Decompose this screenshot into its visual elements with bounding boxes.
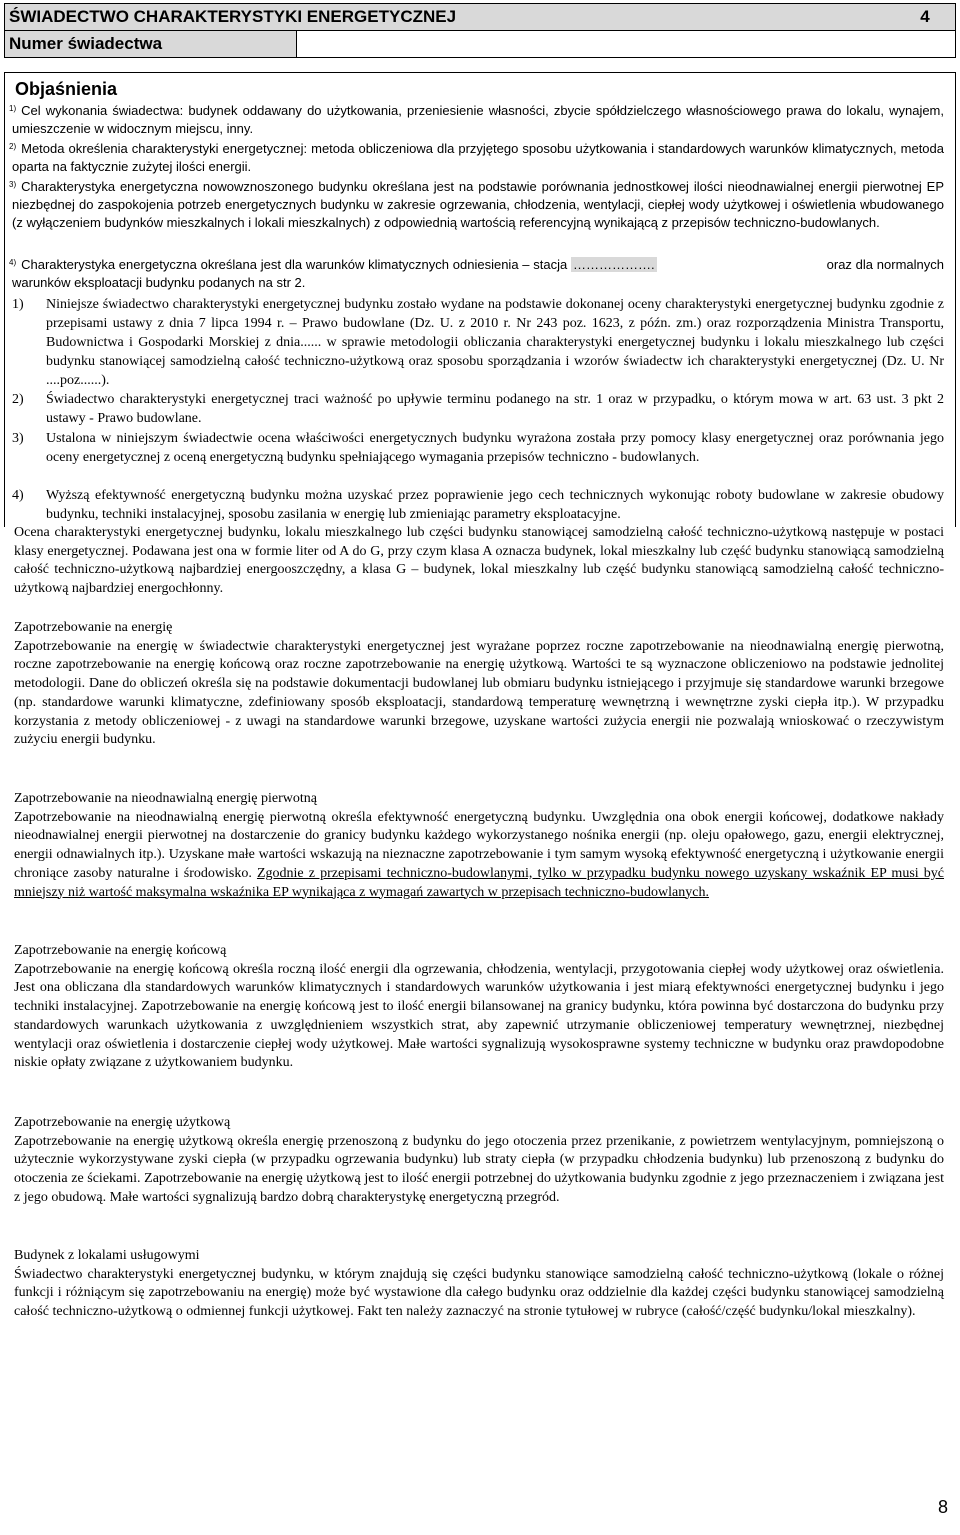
header-cert-row: [5, 31, 955, 57]
explanations-title: Objaśnienia: [15, 79, 118, 99]
section-heading: Zapotrzebowanie na energię użytkową: [14, 1115, 231, 1130]
note-number: 2): [12, 392, 24, 407]
footnote-mark: 1): [9, 104, 17, 113]
section-final-energy: [14, 942, 944, 1073]
section-page-number: 4: [920, 7, 930, 26]
section-text: Zapotrzebowanie na energię użytkową określa energię przenoszoną z budynku do jego otoczenia przez przenikanie, z powietrzem wentylacyjnym, pomniejszoną o użytecznie wykorzystywane zyski ciepła (w przypadku ogrzewania budynku) lub straty ciepła (w przypadku chłodzenia budynku) lub przenoszoną z budynku do otoczenia ze ściekami. Zapotrzebowanie na energię użytkową jest to ilość energii potrzebnej do użytkowania budynku zgodnie z jego przeznaczeniem i związana jest z jego obudową. Małe wartości sygnalizują bardzo dobrą charakterystykę energetyczną przegród.: [14, 1133, 944, 1205]
page-number: 8: [938, 1497, 949, 1517]
section-primary-energy: [14, 790, 944, 902]
footnote-mark: 3): [9, 180, 17, 189]
section-heading: Zapotrzebowanie na energię końcową: [14, 943, 227, 958]
note-number: 4): [12, 488, 24, 503]
footnote-text: Metoda określenia charakterystyki energetycznej: metoda obliczeniowa dla przyjętego sposobu użytkowania i standardowych warunków klimatycznych, metoda oparta na faktycznie zużytej ilości energii.: [12, 141, 944, 174]
footnote-text-before: Charakterystyka energetyczna określana jest dla warunków klimatycznych odniesienia – stacja: [21, 257, 568, 272]
footnote-text: Cel wykonania świadectwa: budynek oddawany do użytkowania, przeniesienie własności, zbycie spółdzielczego własnościowego prawa do lokalu, wynajem, umieszczenie w widocznym miejscu, inny.: [12, 103, 944, 136]
certificate-header: [4, 3, 956, 58]
footnote-1: [9, 102, 944, 138]
section-heading: Budynek z lokalami usługowymi: [14, 1248, 200, 1263]
footnote-text-after: oraz dla normalnych warunków eksploatacji budynku podanych na str 2.: [12, 257, 944, 290]
note-text: Świadectwo charakterystyki energetycznej traci ważność po upływie terminu podanego na str. 1 oraz w przypadku, o którym mowa w art. 63 ust. 3 pkt 2 ustawy - Prawo budowlane.: [46, 392, 944, 426]
station-field[interactable]: [657, 258, 827, 273]
header-title-row: [5, 4, 955, 31]
station-dots: ……………….: [573, 257, 655, 272]
note-text: Niniejsze świadectwo charakterystyki energetycznej budynku zostało wydane na podstawie dokonanej oceny charakterystyki energetycznej budynku zgodnie z przepisami ustawy z dnia 7 lipca 1994 r. – Prawo budowlane (Dz. U. z 2010 r. Nr 243 poz. 1623, z późn. zm.) oraz rozporządzenia Ministra Transportu, Budownictwa i Gospodarki Morskiej z dnia...... w sprawie metodologii obliczania charakterystyki energetycznej budynku i lokalu mieszkalnego lub części budynku stanowiącej samodzielną całość techniczno-użytkową oraz sposobu sporządzania i wzorów świadectw ich charakterystyki energetycznej (Dz. U. Nr ....poz......).: [46, 297, 944, 388]
footnote-mark: 4): [9, 258, 17, 267]
cert-number-label: Numer świadectwa: [5, 31, 297, 57]
note-4: [12, 486, 944, 524]
section-service-premises: [14, 1247, 944, 1322]
note-number: 1): [12, 297, 24, 312]
section-text: Zapotrzebowanie na nieodnawialną energię pierwotną określa efektywność energetyczną budynku. Uwzględnia ona obok energii końcowej, dodatkowe nakłady nieodnawialnej energii pierwotnej na dostarczenie do granicy budynku każdego wykorzystanego nośnika energii (np. oleju opałowego, gazu, energii elektrycznej, energii odnawialnych itp.). Uzyskane małe wartości wskazują na nieznaczne zapotrzebowanie i tym samym wysoką efektywność energetyczną i użytkowanie energii chroniące zasoby naturalne i środowisko.: [14, 809, 944, 881]
energy-class-intro: Ocena charakterystyki energetycznej budynku, lokalu mieszkalnego lub części budynku stanowiącej samodzielną całość techniczno-użytkową następuje w postaci klasy energetycznej. Podawana jest ona w formie liter od A do G, przy czym klasa A oznacza budynek, lokal mieszkalny lub część budynku stanowiącą samodzielną całość techniczno-użytkową najbardziej energooszczędny, a klasa G – budynek, lokal mieszkalny lub część budynku stanowiącą samodzielną całość techniczno-użytkową najbardziej energochłonny.: [14, 525, 944, 597]
footnote-4: [9, 256, 944, 292]
note-number: 3): [12, 431, 24, 446]
footnote-text: Charakterystyka energetyczna nowowznoszonego budynku określana jest na podstawie porównania jednostkowej ilości nieodnawialnej energii pierwotnej EP niezbędnej do zaspokojenia potrzeb energetycznych budynku w zakresie ogrzewania, chłodzenia, wentylacji, ciepłej wody użytkowej i oświetlenia wbudowanego (z wyłączeniem budynków mieszkalnych i lokali mieszkalnych) z odpowiednią wartością referencyjną wynikającą z przepisów techniczno-budowlanych.: [12, 179, 944, 230]
section-heading: Zapotrzebowanie na nieodnawialną energię pierwotną: [14, 791, 317, 806]
document-title: ŚWIADECTWO CHARAKTERYSTYKI ENERGETYCZNEJ: [9, 7, 457, 26]
section-text: Świadectwo charakterystyki energetycznej budynku, w którym znajdują się części budynku stanowiące samodzielną całość techniczno-użytkową (lokale o różnej funkcji i różniącym się zapotrzebowaniu na energię) może być wystawione dla całego budynku oraz oddzielnie dla każdej części budynku stanowiącej samodzielną całość techniczno-użytkową o odmiennej funkcji użytkowej. Fakt ten należy zaznaczyć na stronie tytułowej w rubryce (całość/część budynku/lokal mieszkalny).: [14, 1266, 944, 1320]
section-energy-demand: [14, 619, 944, 750]
cert-number-field[interactable]: [297, 31, 955, 57]
note-text: Wyższą efektywność energetyczną budynku można uzyskać przez poprawienie jego cech technicznych wykonując roboty budowlane w zakresie obudowy budynku, techniki instalacyjnej, sposobu zasilania w energię lub zmieniając parametry eksploatacyjne.: [46, 488, 944, 522]
section-heading: Zapotrzebowanie na energię: [14, 620, 173, 635]
section-useful-energy: [14, 1114, 944, 1208]
section-text: Zapotrzebowanie na energię w świadectwie charakterystyki energetycznej jest wyrażane poprzez roczne zapotrzebowanie na nieodnawialną energię pierwotną, roczne zapotrzebowanie na energię końcową oraz roczne zapotrzebowanie na energię użytkową. Wartości te są wyznaczone obliczeniowo na podstawie jednolitej metodologii. Dane do obliczeń określa się na podstawie dokumentacji budowlanej lub obmiaru budynku istniejącego i przyjmuje się standardowe warunki brzegowe (np. standardowe warunki klimatyczne, zdefiniowany sposób eksploatacji, standardową temperaturę wewnętrzną i wewnętrzne zyski ciepła itp.). W przypadku korzystania z metody obliczeniowej - z uwagi na standardowe warunki brzegowe, uzyskane wartości zużycia energii nie pozwalają wnioskować o rzeczywistym zużyciu energii budynku.: [14, 638, 944, 748]
section-underlined-text: Zgodnie z przepisami techniczno-budowlanymi, tylko w przypadku budynku nowego uzyskany wskaźnik EP musi być mniejszy niż wartość maksymalna wskaźnika EP wynikająca z wymagań zawartych w przepisach techniczno-budowlanych.: [14, 865, 945, 900]
note-3: [12, 429, 944, 467]
note-text: Ustalona w niniejszym świadectwie ocena właściwości energetycznych budynku wyrażona została przy pomocy klasy energetycznej oraz porównania jego oceny energetycznej z oceną energetyczną budynku spełniającego wymagania przepisów techniczno - budowlanych.: [46, 431, 944, 465]
footnote-3: [9, 178, 944, 232]
note-2: [12, 390, 944, 428]
footnote-mark: 2): [9, 142, 17, 151]
note-1: [12, 295, 944, 390]
footnote-2: [9, 140, 944, 176]
section-text: Zapotrzebowanie na energię końcową określa roczną ilość energii dla ogrzewania, chłodzenia, wentylacji, przygotowania ciepłej wody użytkowej oraz oświetlenia. Jest ona obliczana dla standardowych warunków klimatycznych i standardowych warunków użytkowania i jest miarą efektywności energetycznej budynku i jego techniki instalacyjnej. Zapotrzebowanie na energię końcową jest to ilość energii bilansowanej na granicy budynku, która powinna być dostarczona do budynku przy standardowych warunkach użytkowania z uwzględnieniem wszystkich strat, aby zapewnić utrzymanie obliczeniowej temperatury wewnętrznej, niezbędnej wentylacji oraz oświetlenia i dostarczenie ciepłej wody użytkowej. Małe wartości sygnalizują wysokosprawne systemy techniczne w budynku oraz prawdopodobne niskie opłaty związane z użytkowaniem budynku.: [14, 961, 944, 1071]
